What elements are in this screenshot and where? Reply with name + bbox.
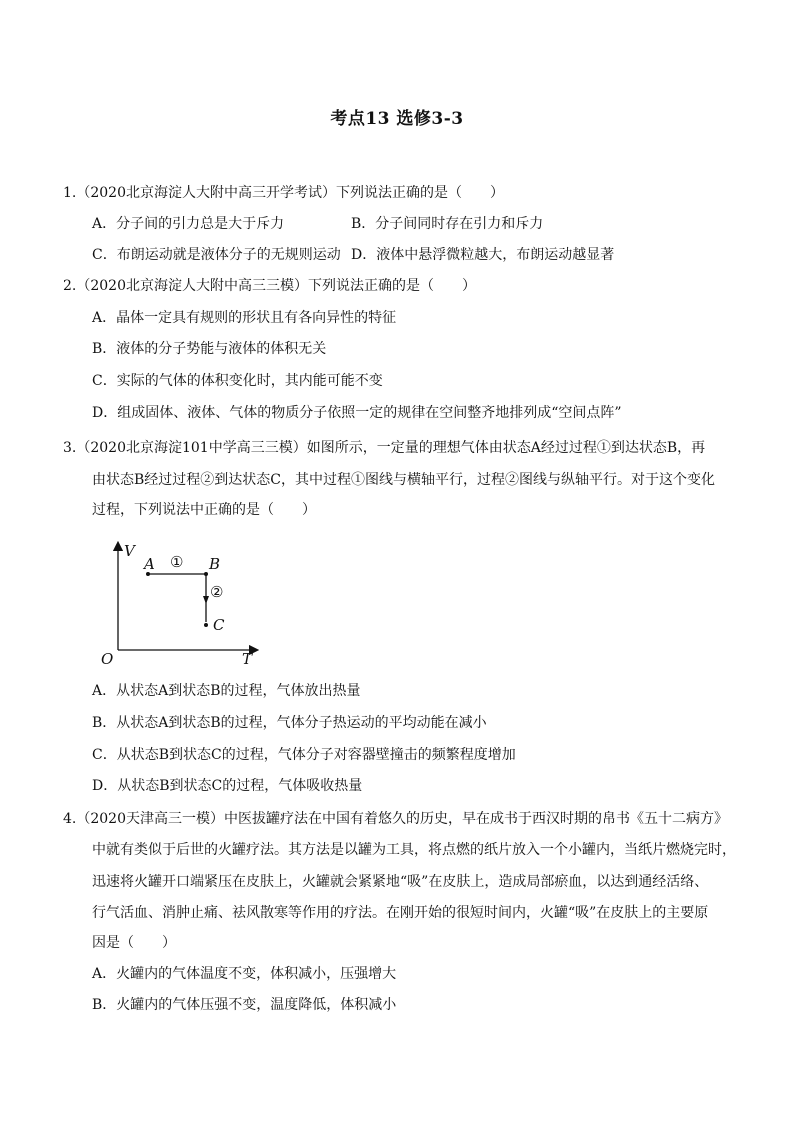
q3-option-b: B．从状态A到状态B的过程，气体分子热运动的平均动能在减小 (92, 715, 487, 731)
q4-stem-line-3: 迅速将火罐开口端紧压在皮肤上，火罐就会紧紧地“吸”在皮肤上，造成局部瘀血，以达到通经活络、 (92, 874, 709, 890)
point-b-dot (204, 572, 208, 576)
q1-option-a: A．分子间的引力总是大于斥力 (92, 216, 285, 232)
q3-option-a: A．从状态A到状态B的过程，气体放出热量 (92, 683, 361, 699)
process-1-label: ① (170, 553, 184, 571)
q2-option-b: B．液体的分子势能与液体的体积无关 (92, 341, 327, 357)
q4-option-b: B．火罐内的气体压强不变，温度降低，体积减小 (92, 997, 397, 1013)
page-title: 考点13 选修3-3 (330, 109, 464, 129)
point-a-label: A (144, 555, 155, 573)
y-axis-label: V (124, 542, 135, 560)
q2-option-c: C．实际的气体的体积变化时，其内能可能不变 (92, 373, 383, 389)
origin-label: O (101, 650, 114, 666)
q4-stem-line-4: 行气活血、消肿止痛、祛风散寒等作用的疗法。在刚开始的很短时间内，火罐“吸”在皮肤上的主要原 (92, 905, 709, 921)
vt-diagram (96, 538, 266, 666)
q3-stem-line-2: 由状态B经过过程②到达状态C，其中过程①图线与横轴平行，过程②图线与纵轴平行。对于这个变化 (92, 472, 715, 488)
q3-option-c: C．从状态B到状态C的过程，气体分子对容器壁撞击的频繁程度增加 (92, 747, 516, 763)
q3-stem-line-1: 3.（2020北京海淀101中学高三三模）如图所示，一定量的理想气体由状态A经过过程①到达状态B，再 (63, 440, 706, 456)
point-b-label: B (209, 555, 221, 573)
q1-option-c: C．布朗运动就是液体分子的无规则运动 (92, 247, 341, 263)
q3-option-d: D．从状态B到状态C的过程，气体吸收热量 (92, 778, 363, 794)
q1-stem: 1.（2020北京海淀人大附中高三开学考试）下列说法正确的是（ ） (63, 185, 504, 201)
q1-option-b: B．分子间同时存在引力和斥力 (351, 216, 544, 232)
q2-stem: 2.（2020北京海淀人大附中高三三模）下列说法正确的是（ ） (63, 278, 476, 294)
q3-stem-line-3: 过程，下列说法中正确的是（ ） (92, 502, 316, 518)
process-2-arrow (203, 596, 209, 604)
q4-stem-line-5: 因是（ ） (92, 935, 176, 951)
q2-option-d: D．组成固体、液体、气体的物质分子依照一定的规律在空间整齐地排列成“空间点阵” (92, 405, 622, 421)
x-axis-label: T (242, 650, 253, 666)
q4-option-a: A．火罐内的气体温度不变，体积减小，压强增大 (92, 966, 397, 982)
point-c-label: C (213, 616, 225, 634)
q4-stem-line-2: 中就有类似于后世的火罐疗法。其方法是以罐为工具，将点燃的纸片放入一个小罐内，当纸片燃烧完时， (92, 842, 736, 858)
point-c-dot (204, 623, 208, 627)
process-2-label: ② (210, 583, 224, 601)
q4-stem-line-1: 4.（2020天津高三一模）中医拔罐疗法在中国有着悠久的历史，早在成书于西汉时期的帛书《五十二病方》 (63, 811, 728, 827)
q2-option-a: A．晶体一定具有规则的形状且有各向异性的特征 (92, 310, 397, 326)
q1-option-d: D．液体中悬浮微粒越大，布朗运动越显著 (351, 247, 615, 263)
